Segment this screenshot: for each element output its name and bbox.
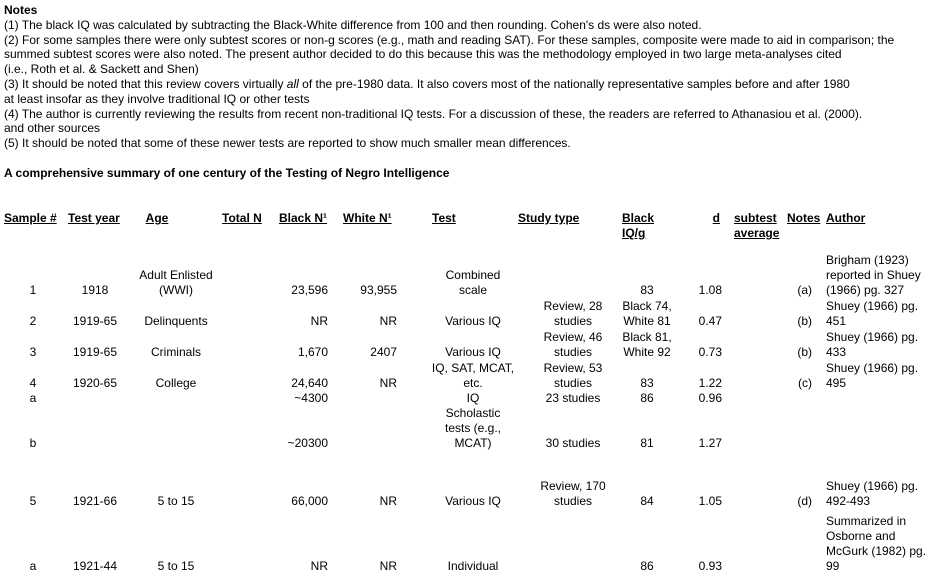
table-cell-author: McGurk (1982) pg. (826, 544, 927, 558)
table-cell-white-n: NR (379, 314, 397, 328)
table-cell-iq: Black 74, (622, 299, 672, 313)
table-cell-age: Criminals (150, 345, 201, 359)
table-cell-black-n: ~4300 (294, 391, 328, 405)
table-cell-study: studies (553, 494, 593, 508)
table-cell-black-n: ~20300 (287, 436, 328, 450)
table-cell-black-n: NR (310, 314, 328, 328)
note-line: summed subtest scores were also noted. The present author decided to do this because this was the methodology employed in two large meta-analyses cited (4, 47, 842, 61)
table-cell-author: Osborne and (826, 529, 896, 543)
table-cell-age: Adult Enlisted (139, 268, 213, 282)
table-cell-year: 1919-65 (72, 345, 118, 359)
table-cell-d: 0.73 (698, 345, 722, 359)
table-title: A comprehensive summary of one century of the Testing of Negro Intelligence (4, 166, 450, 180)
table-cell-study: Review, 170 (540, 479, 606, 493)
header-notes: Notes (787, 211, 821, 225)
table-cell-study: Review, 53 (543, 361, 603, 375)
table-cell-black-n: 24,640 (291, 376, 328, 390)
header-age: Age (145, 211, 169, 225)
table-cell-black-n: 66,000 (291, 494, 328, 508)
table-cell-study: studies (553, 345, 593, 359)
table-cell-author: reported in Shuey (826, 268, 921, 282)
header-d: d (712, 211, 720, 225)
table-cell-study: 23 studies (545, 391, 601, 405)
table-cell-year: 1918 (81, 283, 109, 297)
table-cell-author: Summarized in (826, 514, 907, 528)
table-cell-d: 1.22 (698, 376, 722, 390)
table-cell-iq: 86 (640, 391, 654, 405)
note-line: (4) The author is currently reviewing the results from recent non-traditional IQ tests. For a discussion of these, the readers are referred to Athanasiou et al. (2000). (4, 107, 863, 121)
table-cell-d: 1.27 (698, 436, 722, 450)
table-cell-author: 99 (826, 559, 840, 573)
table-cell-d: 1.08 (698, 283, 722, 297)
table-cell-author: (1966) pg. 327 (826, 283, 905, 297)
table-cell-age: Delinquents (144, 314, 208, 328)
table-cell-sample: a (29, 559, 37, 573)
table-cell-iq: 81 (640, 436, 654, 450)
table-cell-iq: 86 (640, 559, 654, 573)
table-cell-test: tests (e.g., (444, 421, 502, 435)
header-study-type: Study type (518, 211, 580, 225)
table-cell-iq: 83 (640, 283, 654, 297)
table-cell-test: etc. (463, 376, 483, 390)
table-cell-note: (c) (798, 376, 812, 390)
table-cell-test: IQ, SAT, MCAT, (431, 361, 515, 375)
table-cell-white-n: NR (379, 559, 397, 573)
table-cell-test: IQ (466, 391, 480, 405)
table-cell-note: (b) (797, 314, 812, 328)
note-line: and other sources (4, 121, 101, 135)
table-cell-sample: 4 (29, 376, 37, 390)
table-cell-study: 30 studies (545, 436, 601, 450)
table-cell-test: MCAT) (454, 436, 492, 450)
table-cell-white-n: 2407 (370, 345, 397, 359)
table-cell-test: Various IQ (445, 494, 501, 508)
header-subtest: subtest (734, 211, 777, 225)
note-line: (1) The black IQ was calculated by subtracting the Black-White difference from 100 and then rounding. Cohen's ds were also noted. (4, 18, 702, 32)
note-line: (5) It should be noted that some of these newer tests are reported to show much smaller mean differences. (4, 136, 571, 150)
table-cell-year: 1921-66 (72, 494, 118, 508)
table-cell-white-n: NR (379, 376, 397, 390)
table-cell-year: 1921-44 (72, 559, 118, 573)
table-cell-sample: 1 (29, 283, 37, 297)
table-cell-test: Combined (445, 268, 501, 282)
table-cell-sample: b (29, 436, 37, 450)
table-cell-d: 0.47 (698, 314, 722, 328)
table-cell-age: (WWI) (159, 283, 193, 297)
table-cell-black-n: 23,596 (291, 283, 328, 297)
table-cell-sample: 3 (29, 345, 37, 359)
table-cell-author: 492-493 (826, 494, 871, 508)
header-total-n: Total N (222, 211, 262, 225)
table-cell-author: 451 (826, 314, 847, 328)
header-black-iq-line2: IQ/g (622, 226, 646, 240)
table-cell-age: College (155, 376, 197, 390)
table-cell-d: 0.93 (698, 559, 722, 573)
table-cell-sample: a (29, 391, 37, 405)
note-line: (i.e., Roth et al. & Sackett and Shen) (4, 62, 199, 76)
header-sample: Sample # (4, 211, 57, 225)
header-subtest-line2: average (734, 226, 780, 240)
table-cell-test: scale (458, 283, 487, 297)
table-cell-author: Brigham (1923) (826, 253, 909, 267)
table-cell-iq: White 81 (623, 314, 671, 328)
table-cell-test: Various IQ (445, 314, 501, 328)
table-cell-black-n: 1,670 (297, 345, 328, 359)
note-emphasis: all (286, 77, 299, 91)
header-black-n: Black N¹ (279, 211, 328, 225)
table-cell-note: (d) (797, 494, 812, 508)
note-line: (2) For some samples there were only subtest scores or non-g scores (e.g., math and reading SAT). For these samples, composite were made to aid in comparison; the (4, 33, 895, 47)
table-cell-year: 1919-65 (72, 314, 118, 328)
header-test: Test (432, 211, 456, 225)
header-black-iq: Black (622, 211, 655, 225)
note-line: at least insofar as they involve traditional IQ or other tests (4, 92, 310, 106)
table-cell-black-n: NR (310, 559, 328, 573)
table-cell-note: (a) (797, 283, 812, 297)
header-white-n: White N¹ (343, 211, 392, 225)
notes-title: Notes (4, 3, 38, 17)
table-cell-iq: 84 (640, 494, 654, 508)
table-cell-test: Various IQ (445, 345, 501, 359)
table-cell-study: studies (553, 314, 593, 328)
table-cell-iq: 83 (640, 376, 654, 390)
table-cell-d: 0.96 (698, 391, 722, 405)
table-cell-test: Scholastic (445, 406, 501, 420)
table-cell-study: Review, 28 (543, 299, 603, 313)
table-cell-age: 5 to 15 (157, 559, 195, 573)
table-cell-note: (b) (797, 345, 812, 359)
table-cell-author: Shuey (1966) pg. (826, 479, 919, 493)
table-cell-author: Shuey (1966) pg. (826, 330, 919, 344)
table-cell-sample: 5 (29, 494, 37, 508)
table-cell-white-n: 93,955 (360, 283, 397, 297)
table-cell-author: Shuey (1966) pg. (826, 361, 919, 375)
table-cell-author: 433 (826, 345, 847, 359)
note-text: (3) It should be noted that this review covers virtually (4, 77, 287, 91)
table-cell-white-n: NR (379, 494, 397, 508)
table-cell-study: studies (553, 376, 593, 390)
table-cell-author: Shuey (1966) pg. (826, 299, 919, 313)
table-cell-sample: 2 (29, 314, 37, 328)
table-cell-iq: White 92 (623, 345, 671, 359)
table-cell-author: 495 (826, 376, 847, 390)
table-cell-test: Individual (447, 559, 499, 573)
table-cell-study: Review, 46 (543, 330, 603, 344)
table-cell-d: 1.05 (698, 494, 722, 508)
note-text: of the pre-1980 data. It also covers most of the nationally representative samples before and after 1980 (298, 77, 850, 91)
header-test-year: Test year (68, 211, 120, 225)
table-cell-iq: Black 81, (622, 330, 672, 344)
header-author: Author (826, 211, 866, 225)
table-cell-year: 1920-65 (72, 376, 118, 390)
note-line (4, 77, 850, 92)
table-cell-age: 5 to 15 (157, 494, 195, 508)
